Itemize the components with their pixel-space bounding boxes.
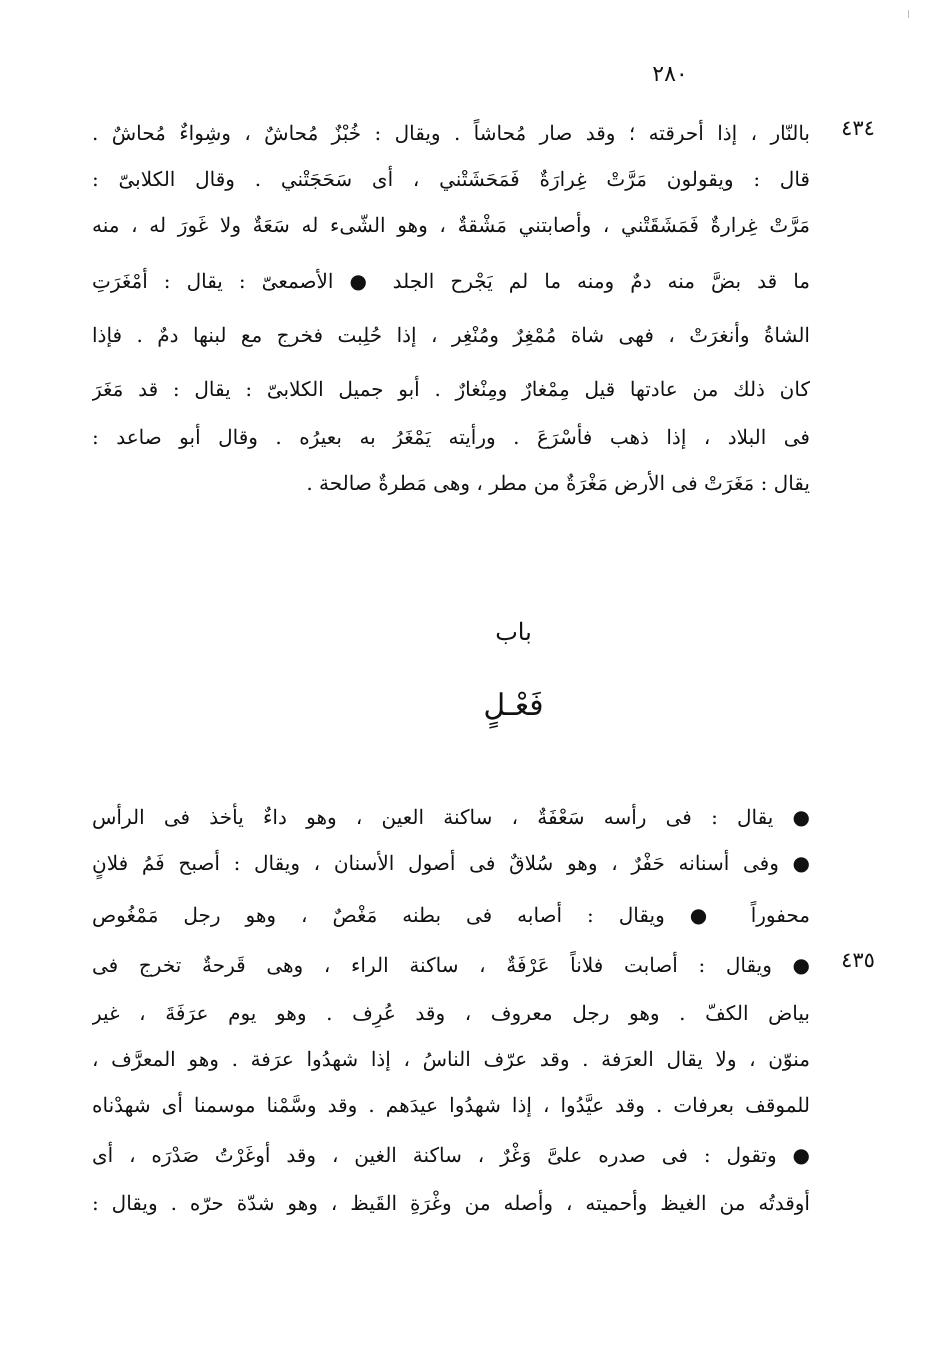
text-line: الشاةُ وأنغرَتْ ، فهى شاة مُمْغِرٌ ومُنْغِر ، إذا حُلِبت فخرج مع لبنها دمٌ . فإذا (92, 323, 810, 347)
chapter-heading: باب (495, 618, 532, 646)
text-line: بياض الكفّ . وهو رجل معروف ، وقد عُرِف . وهو يوم عرَفَةَ ، غير (92, 1001, 810, 1025)
text-line: ● ويقال : أصابت فلاناً عَرْفَةٌ ، ساكنة الراء ، وهى قَرحةٌ تخرج فى (92, 953, 810, 977)
text-line: قال : ويقولون مَرَّتْ غِرارَةٌ فَمَحَشَتْني ، أى سَحَجَتْني . وقال الكلابىّ : (92, 167, 810, 191)
text-line: فى البلاد ، إذا ذهب فأسْرَعَ . ورأيته يَمْغَرُ به بعيرُه . وقال أبو صاعد : (92, 425, 810, 449)
text-line: للموقف بعرفات . وقد عيَّدُوا ، إذا شهدُوا عيدَهم . وقد وسَّمْنا موسمنا أى شهدْناه (92, 1093, 810, 1117)
text-line: ما قد بضَّ منه دمٌ ومنه ما لم يَجْرح الجلد ● الأصمعىّ : يقال : أمْغَرَتِ (92, 269, 810, 293)
scan-mark (908, 10, 909, 18)
chapter-subheading: فَعْـلٍ (483, 688, 544, 723)
text-line: منوّن ، ولا يقال العرَفة . وقد عرّف الناسُ ، إذا شهدُوا عرَفة . وهو المعرَّف ، (92, 1047, 810, 1071)
page-number: ٢٨٠ (652, 62, 688, 87)
text-line: كان ذلك من عادتها قيل مِمْغارٌ ومِنْغارٌ . أبو جميل الكلابىّ : يقال : قد مَغَرَ (92, 377, 810, 401)
text-line: ● يقال : فى رأسه سَعْفَةٌ ، ساكنة العين ، وهو داءٌ يأخذ فى الرأس (92, 805, 810, 829)
text-line: يقال : مَغَرَتْ فى الأرض مَغْرَةٌ من مطر ، وهى مَطرةٌ صالحة . (306, 471, 810, 495)
text-line: أوقدتُه من الغيظ وأحميته ، وأصله من وغْرَةِ القَيظ ، وهو شدّة حرّه . ويقال : (92, 1191, 810, 1215)
entry-number-435: ٤٣٥ (841, 948, 875, 972)
text-block-1 (92, 113, 810, 493)
text-line: ● وتقول : فى صدره علىَّ وَغْرٌ ، ساكنة الغين ، وقد أوغَرْتُ صَدْرَه ، أى (92, 1143, 810, 1167)
text-block-2 (92, 797, 810, 1237)
entry-number-434: ٤٣٤ (841, 116, 875, 140)
text-line: بالنّار ، إذا أحرقته ؛ وقد صار مُحاشاً . ويقال : خُبْزٌ مُحاشٌ ، وشِواءٌ مُحاشٌ . (92, 121, 810, 145)
text-line: مَرَّتْ غِرارةٌ فَمَشَقَتْني ، وأصابتني مَشْقةٌ ، وهو الشّىء له سَعَةٌ ولا غَورَ له ، منه (92, 213, 810, 237)
text-line: ● وفى أسنانه حَفْرٌ ، وهو سُلاقٌ فى أصول الأسنان ، ويقال : أصبح فَمُ فلانٍ (92, 851, 810, 875)
text-line: محفوراً ● ويقال : أصابه فى بطنه مَغْصٌ ، وهو رجل مَمْغُوص (92, 903, 810, 927)
